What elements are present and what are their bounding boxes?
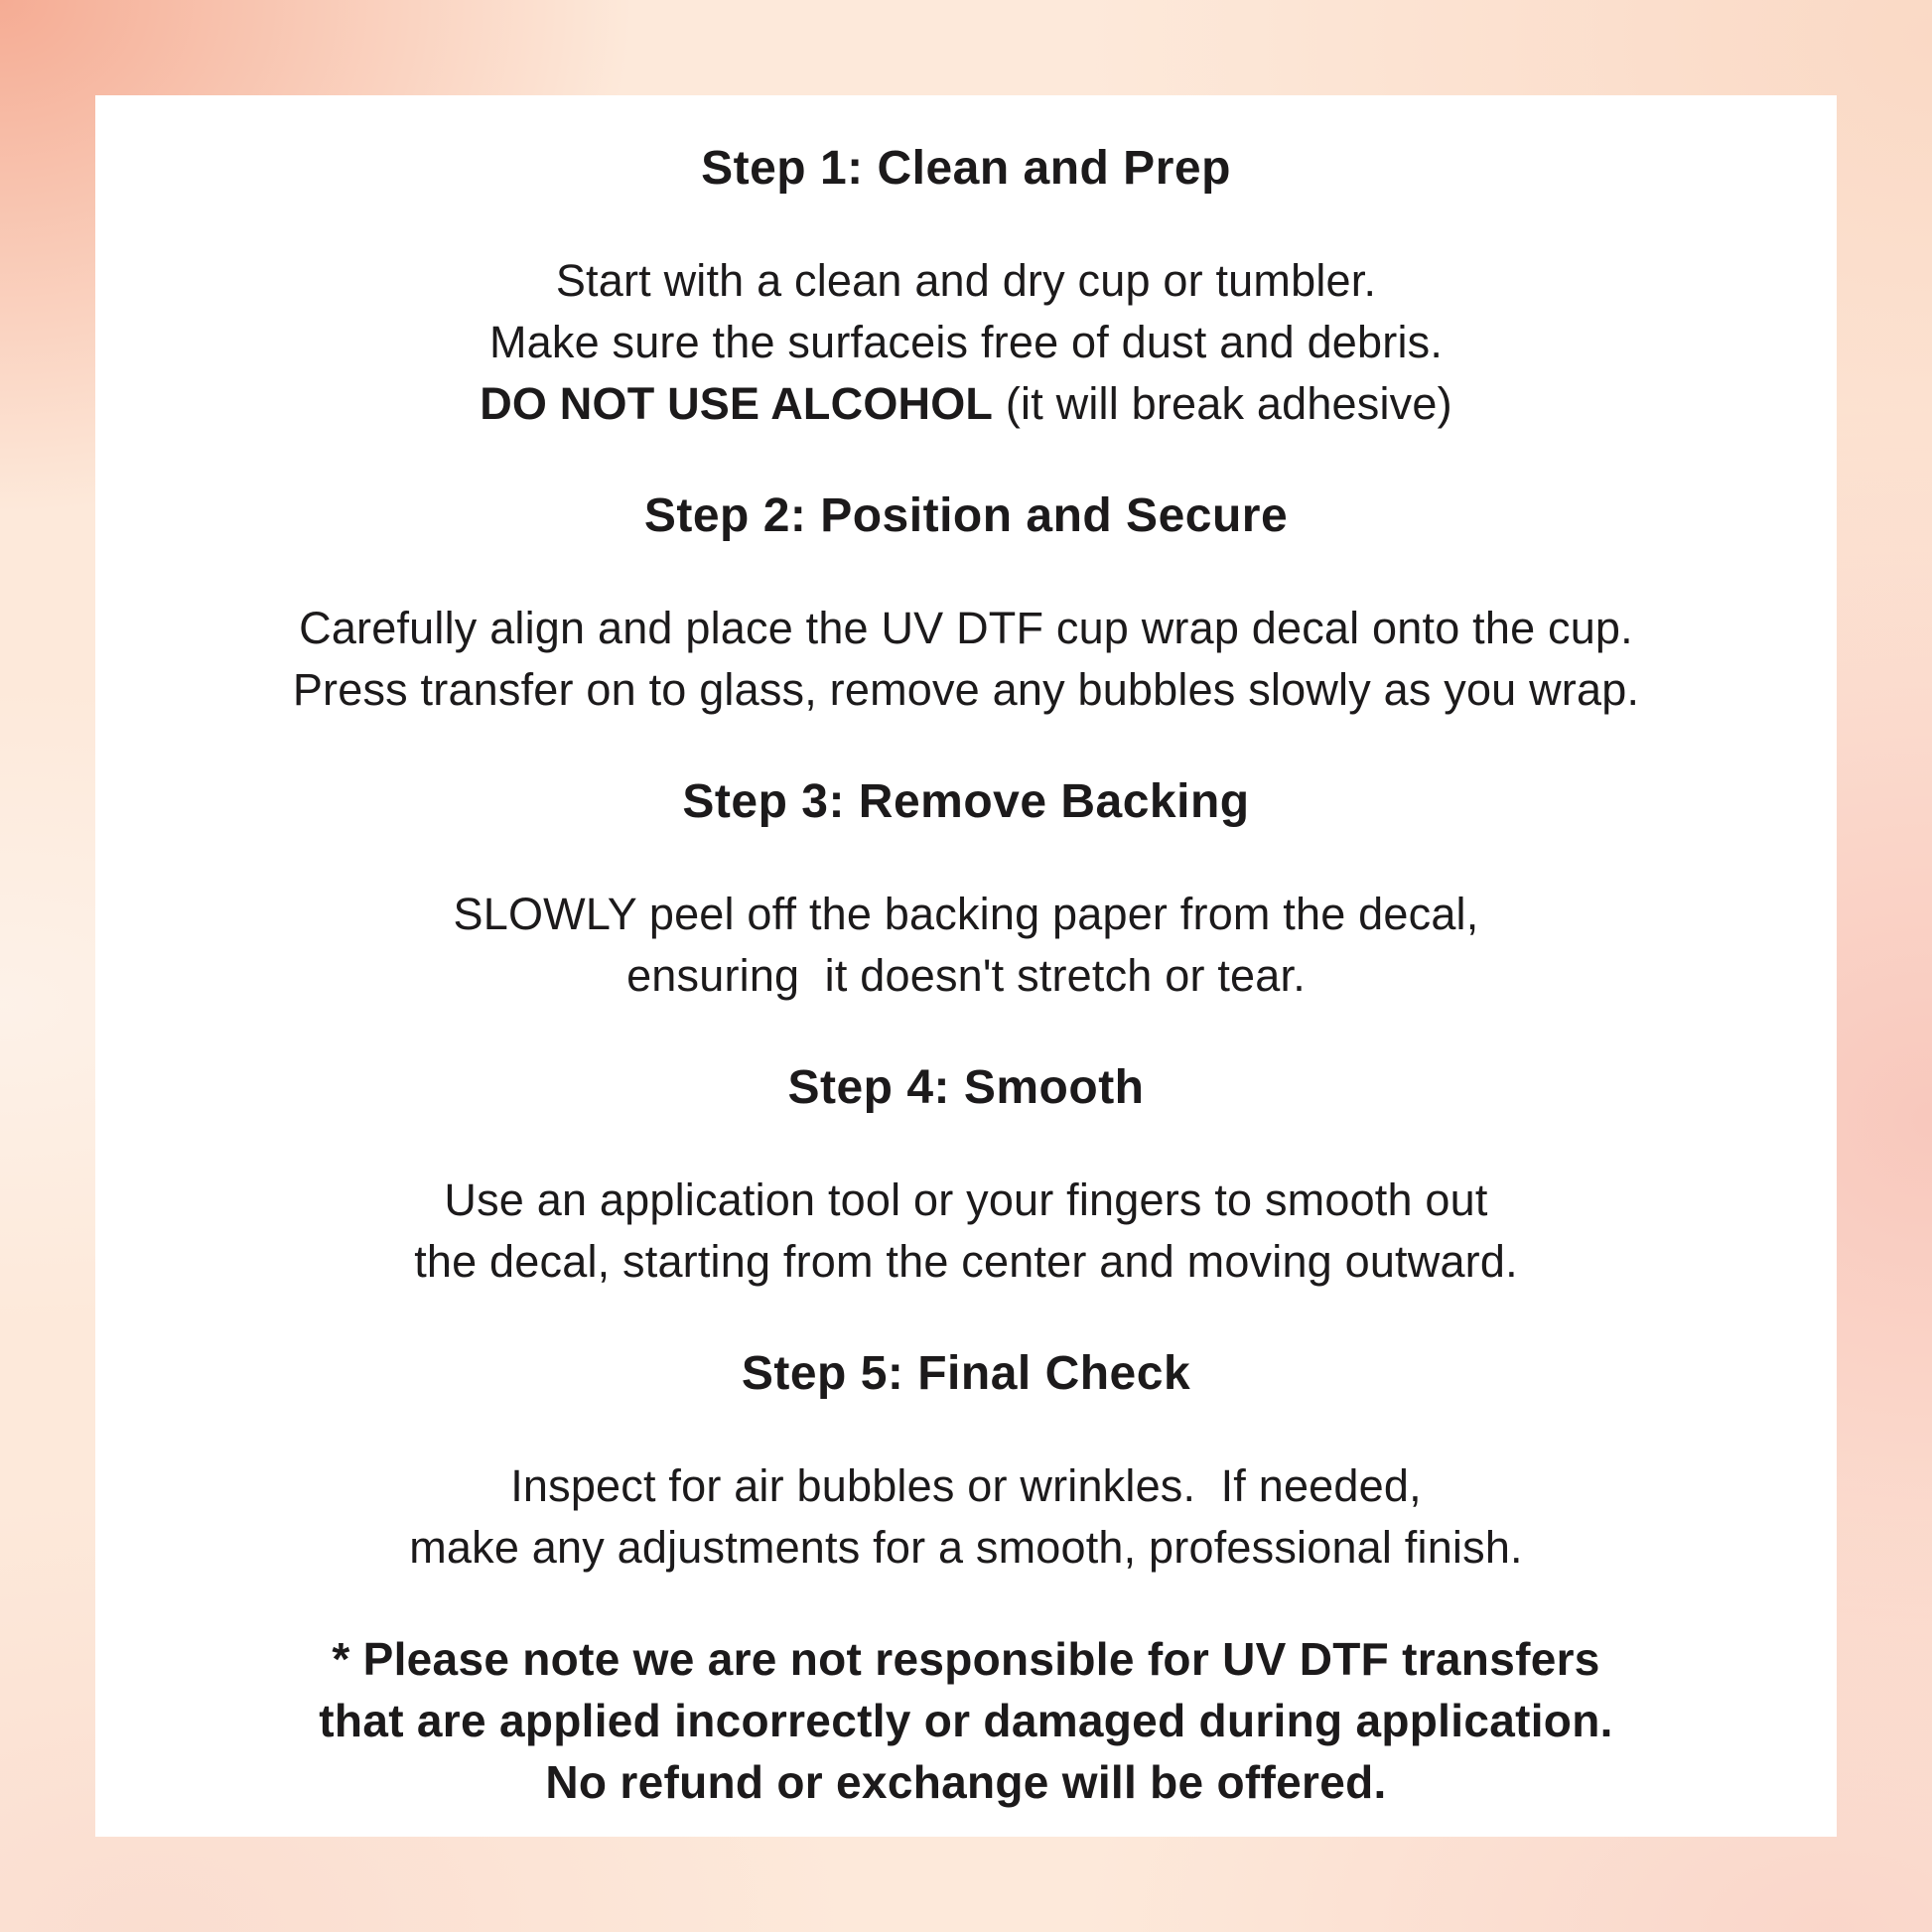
section-step-4	[105, 1056, 1827, 1293]
step-3-line-2: ensuring it doesn't stretch or tear.	[626, 950, 1306, 1001]
step-1-line-3	[105, 373, 1827, 435]
step-1-line-1: Start with a clean and dry cup or tumbler.	[555, 255, 1377, 306]
instruction-card	[95, 95, 1837, 1837]
section-step-3	[105, 770, 1827, 1007]
step-5-line-1: Inspect for air bubbles or wrinkles. If needed,	[510, 1460, 1422, 1511]
step-5-line-2: make any adjustments for a smooth, professional finish.	[409, 1522, 1523, 1573]
step-2-line-1: Carefully align and place the UV DTF cup wrap decal onto the cup.	[299, 603, 1633, 653]
step-2-line-2: Press transfer on to glass, remove any bubbles slowly as you wrap.	[292, 664, 1640, 715]
step-4-line-1: Use an application tool or your fingers to smooth out	[444, 1174, 1488, 1225]
disclaimer-line-3: No refund or exchange will be offered.	[545, 1756, 1387, 1808]
step-4-line-2: the decal, starting from the center and moving outward.	[414, 1236, 1518, 1287]
section-step-2	[105, 484, 1827, 721]
section-step-5	[105, 1342, 1827, 1579]
step-2-heading: Step 2: Position and Secure	[643, 489, 1289, 542]
step-4-heading: Step 4: Smooth	[787, 1061, 1145, 1114]
step-1-heading: Step 1: Clean and Prep	[701, 142, 1231, 195]
instruction-content	[95, 95, 1837, 1837]
step-1-line-2: Make sure the surfaceis free of dust and debris.	[488, 317, 1444, 367]
section-disclaimer	[105, 1628, 1827, 1813]
disclaimer-line-2: that are applied incorrectly or damaged during application.	[319, 1695, 1613, 1746]
disclaimer-line-1: * Please note we are not responsible for UV DTF transfers	[332, 1633, 1600, 1685]
alcohol-warning-bold: DO NOT USE ALCOHOL	[480, 378, 994, 429]
step-3-heading: Step 3: Remove Backing	[682, 775, 1250, 828]
step-3-line-1: SLOWLY peel off the backing paper from the decal,	[453, 889, 1479, 939]
section-step-1	[105, 137, 1827, 435]
alcohol-warning-rest: (it will break adhesive)	[1005, 378, 1452, 429]
step-5-heading: Step 5: Final Check	[741, 1347, 1191, 1400]
